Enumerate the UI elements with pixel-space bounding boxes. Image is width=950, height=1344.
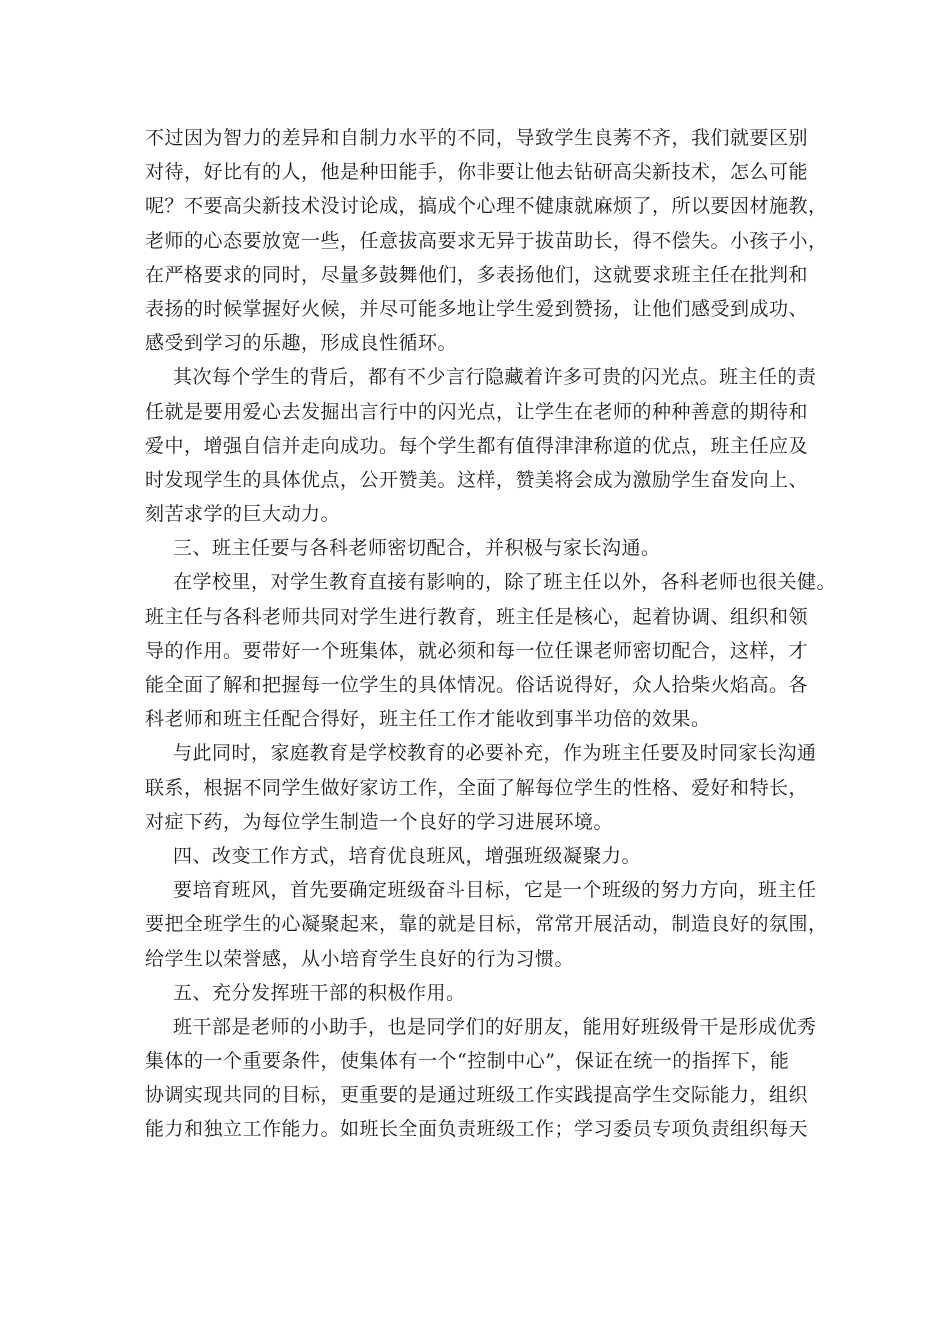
text-line: 对症下药，为每位学生制造一个良好的学习进展环境。 xyxy=(145,810,614,833)
text-line: 对待，好比有的人，他是种田能手，你非要让他去钻研高尖新技术，怎么可能 xyxy=(145,161,809,184)
text-line: 能力和独立工作能力。如班长全面负责班级工作；学习委员专项负责组织每天 xyxy=(145,1118,809,1141)
text-line: 爱中，增强自信并走向成功。每个学生都有值得津津称道的优点，班主任应及 xyxy=(145,434,809,457)
paragraph-start-line: 在学校里，对学生教育直接有影响的，除了班主任以外，各科老师也很关健。 xyxy=(173,571,837,594)
text-line: 老师的心态要放宽一些，任意拔高要求无异于拔苗助长，得不偿失。小孩子小， xyxy=(145,229,828,252)
section-heading: 五、充分发挥班干部的积极作用。 xyxy=(173,981,466,1004)
text-line: 导的作用。要带好一个班集体，就必须和每一位任课老师密切配合，这样，才 xyxy=(145,639,809,662)
text-line: 刻苦求学的巨大动力。 xyxy=(145,503,341,526)
text-line: 感受到学习的乐趣，形成良性循环。 xyxy=(145,332,458,355)
text-line: 班主任与各科老师共同对学生进行教育，班主任是核心，起着协调、组织和领 xyxy=(145,605,809,628)
text-line: 不过因为智力的差异和自制力水平的不同，导致学生良莠不齐，我们就要区别 xyxy=(145,127,809,149)
text-line: 呢？不要高尖新技术没讨论成，搞成个心理不健康就麻烦了，所以要因材施教， xyxy=(145,195,828,218)
text-line: 集体的一个重要条件，使集体有一个“控制中心”，保证在统一的指挥下，能 xyxy=(145,1050,790,1073)
paragraph-start-line: 要培育班风，首先要确定班级奋斗目标，它是一个班级的努力方向，班主任 xyxy=(173,879,817,902)
text-line: 时发现学生的具体优点，公开赞美。这样，赞美将会成为激励学生奋发向上、 xyxy=(145,468,809,491)
text-line: 科老师和班主任配合得好，班主任工作才能收到事半功倍的效果。 xyxy=(145,708,711,731)
text-line: 联系，根据不同学生做好家访工作，全面了解每位学生的性格、爱好和特长， xyxy=(145,776,809,799)
section-heading: 四、改变工作方式，培育优良班风，增强班级凝聚力。 xyxy=(173,844,642,867)
paragraph-start-line: 班干部是老师的小助手，也是同学们的好朋友，能用好班级骨干是形成优秀 xyxy=(173,1015,817,1038)
paragraph-start-line: 其次每个学生的背后，都有不少言行隐藏着许多可贵的闪光点。班主任的责 xyxy=(173,366,817,389)
paragraph-start-line: 与此同时，家庭教育是学校教育的必要补充，作为班主任要及时同家长沟通 xyxy=(173,742,817,765)
body-text xyxy=(145,121,835,1147)
text-line: 能全面了解和把握每一位学生的具体情况。俗话说得好，众人拾柴火焰高。各 xyxy=(145,674,809,696)
text-line: 要把全班学生的心凝聚起来，靠的就是目标，常常开展活动，制造良好的氛围， xyxy=(145,913,828,936)
section-heading: 三、班主任要与各科老师密切配合，并积极与家长沟通。 xyxy=(173,537,661,560)
text-line: 给学生以荣誉感，从小培育学生良好的行为习惯。 xyxy=(145,947,575,970)
text-line: 在严格要求的同时，尽量多鼓舞他们，多表扬他们，这就要求班主任在批判和 xyxy=(145,263,809,286)
text-line: 表扬的时候掌握好火候，并尽可能多地让学生爱到赞扬，让他们感受到成功、 xyxy=(145,297,809,320)
text-line: 任就是要用爱心去发掘出言行中的闪光点，让学生在老师的种种善意的期待和 xyxy=(145,400,809,423)
text-line: 协调实现共同的目标，更重要的是通过班级工作实践提高学生交际能力，组织 xyxy=(145,1084,809,1107)
